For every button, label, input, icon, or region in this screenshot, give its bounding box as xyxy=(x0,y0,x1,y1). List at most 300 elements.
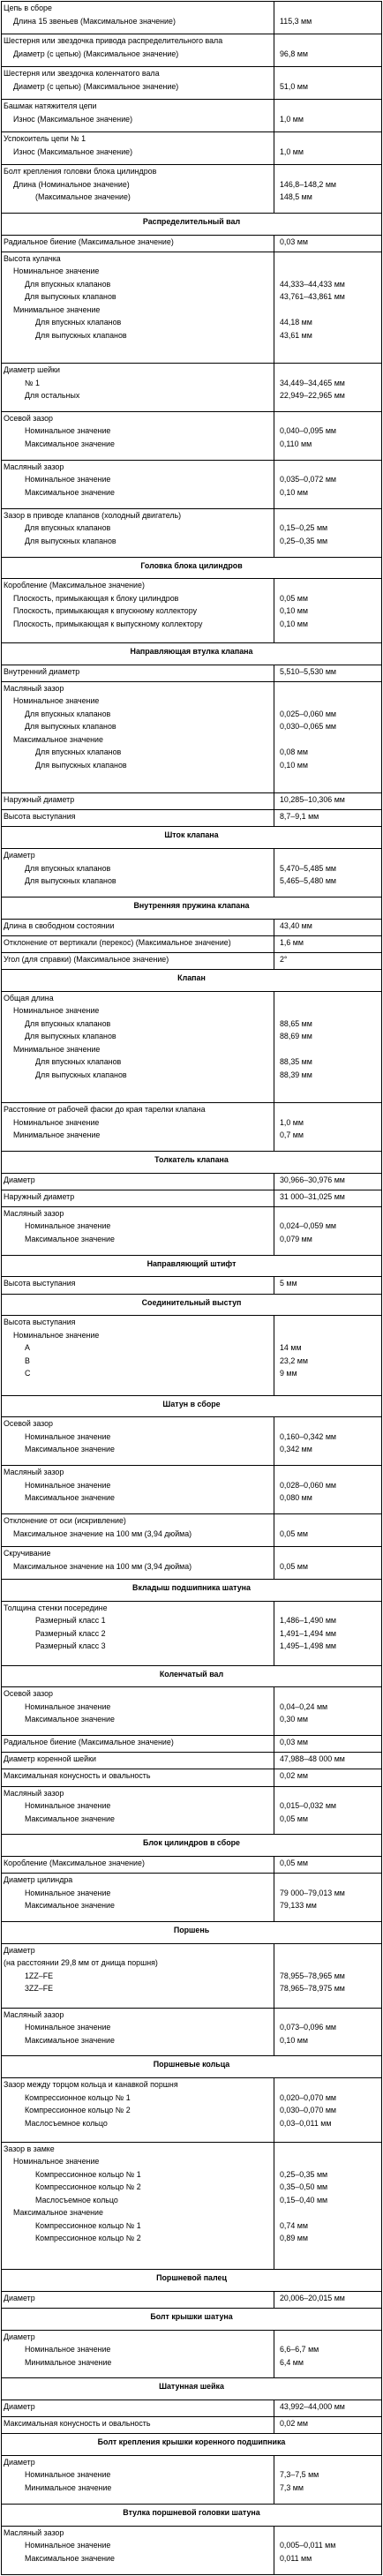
spec-value xyxy=(276,849,379,862)
section-title: Поршневые кольца xyxy=(2,2056,382,2078)
spec-value: 1,6 мм xyxy=(280,937,304,947)
spec-label-cell xyxy=(2,1190,274,1206)
spec-label-cell xyxy=(2,1103,274,1152)
spec-label-cell xyxy=(2,681,274,792)
spec-value: 1,0 мм xyxy=(280,114,304,124)
spec-value: 0,04–0,24 мм xyxy=(280,1701,328,1711)
spec-value: 96,8 мм xyxy=(280,49,308,58)
section-header-row xyxy=(2,1835,382,1857)
spec-value xyxy=(276,67,379,80)
spec-label-cell xyxy=(2,1736,274,1753)
spec-label: Осевой зазор xyxy=(4,413,53,423)
spec-label: Максимальное значение xyxy=(25,1493,115,1503)
spec-row xyxy=(2,100,382,132)
section-header-row xyxy=(2,213,382,235)
spec-label: Масляный зазор xyxy=(4,1468,64,1477)
spec-label: Длина (Номинальное значение) xyxy=(13,179,130,189)
spec-value: 0,040–0,095 мм xyxy=(280,426,337,436)
spec-value: 0,10 мм xyxy=(280,487,308,497)
spec-label: Масляный зазор xyxy=(4,2009,64,2019)
spec-value: 1,0 мм xyxy=(280,146,304,156)
spec-label-cell xyxy=(2,849,274,897)
section-header-row xyxy=(2,2308,382,2330)
spec-label: Для впускных клапанов xyxy=(35,1057,122,1067)
spec-value: 44,18 мм xyxy=(280,318,312,327)
spec-value: 9 мм xyxy=(280,1369,297,1378)
spec-row xyxy=(2,1173,382,1190)
spec-value: 5,510–5,530 мм xyxy=(280,666,337,676)
spec-row xyxy=(2,2078,382,2143)
spec-label-cell xyxy=(2,1173,274,1190)
spec-value: 51,0 мм xyxy=(280,81,308,91)
spec-value: 0,03 мм xyxy=(280,237,308,246)
spec-label: Номинальное значение xyxy=(25,1480,111,1490)
spec-row xyxy=(2,165,382,214)
spec-value: 0,080 мм xyxy=(280,1493,312,1503)
spec-label-cell xyxy=(2,1206,274,1255)
spec-row xyxy=(2,665,382,681)
spec-value: 34,449–34,465 мм xyxy=(280,378,345,387)
spec-value-cell xyxy=(274,2291,382,2308)
section-header-row xyxy=(2,2504,382,2526)
section-header-row xyxy=(2,2056,382,2078)
spec-label: Для впускных клапанов xyxy=(25,863,111,873)
section-title: Блок цилиндров в сборе xyxy=(2,1835,382,1857)
spec-value: 5,470–5,485 мм xyxy=(280,863,337,873)
spec-value xyxy=(276,1316,379,1329)
spec-label: Минимальное значение xyxy=(25,2482,112,2492)
spec-label: A xyxy=(25,1343,30,1353)
spec-label: Скручивание xyxy=(4,1549,51,1558)
spec-value xyxy=(276,304,379,317)
spec-label: Наружный диаметр xyxy=(4,1191,75,1201)
spec-row xyxy=(2,952,382,969)
spec-value xyxy=(276,34,379,48)
spec-row xyxy=(2,132,382,165)
spec-value xyxy=(276,1874,379,1887)
spec-value xyxy=(276,1329,379,1342)
spec-value-cell xyxy=(274,165,382,214)
section-header-row xyxy=(2,897,382,920)
spec-value: 0,10 мм xyxy=(280,619,308,628)
spec-label: Номинальное значение xyxy=(25,2541,111,2550)
spec-label: Успокоитель цепи № 1 xyxy=(4,134,86,143)
spec-label: Болт крепления головки блока цилиндров xyxy=(4,167,157,176)
spec-value-cell xyxy=(274,2455,382,2504)
spec-row xyxy=(2,34,382,67)
spec-value: 44,333–44,433 мм xyxy=(280,279,345,289)
spec-label: Диаметр xyxy=(4,1175,35,1184)
spec-value: 78,965–78,975 мм xyxy=(280,1984,345,1994)
spec-label: Номинальное значение xyxy=(13,1006,100,1016)
section-title: Шатунная шейка xyxy=(2,2378,382,2400)
spec-value: 0,10 мм xyxy=(280,606,308,616)
spec-value-cell xyxy=(274,132,382,165)
spec-label: Компрессионное кольцо № 1 xyxy=(35,2169,141,2179)
spec-label: Диаметр xyxy=(4,1945,35,1955)
spec-value-cell xyxy=(274,1206,382,1255)
spec-row xyxy=(2,793,382,810)
spec-row xyxy=(2,935,382,952)
spec-label: Максимальное значение xyxy=(13,2208,103,2218)
section-header-row xyxy=(2,2434,382,2456)
spec-value xyxy=(276,132,379,146)
spec-label: Длина 15 звеньев (Максимальное значение) xyxy=(13,16,176,26)
spec-row xyxy=(2,1769,382,1786)
spec-label: Максимальное значение xyxy=(25,1901,115,1911)
spec-value: 0,024–0,059 мм xyxy=(280,1221,337,1231)
spec-row xyxy=(2,460,382,508)
spec-value: 7,3–7,5 мм xyxy=(280,2470,319,2480)
spec-label: Максимальное значение xyxy=(25,487,115,497)
spec-label-cell xyxy=(2,952,274,969)
spec-label: Минимальное значение xyxy=(13,1044,101,1054)
section-title: Вкладыш подшипника шатуна xyxy=(2,1580,382,1602)
spec-value-cell xyxy=(274,793,382,810)
spec-value: 0,020–0,070 мм xyxy=(280,2092,337,2102)
spec-row xyxy=(2,364,382,412)
spec-label: Номинальное значение xyxy=(25,1888,111,1897)
spec-label: Коробление (Максимальное значение) xyxy=(4,581,145,590)
spec-label: Износ (Максимальное значение) xyxy=(13,114,133,124)
spec-label: Шестерня или звездочка привода распределительного вала xyxy=(4,36,223,45)
spec-value: 0,05 мм xyxy=(280,1528,308,1538)
spec-label: Максимальное значение на 100 мм (3,94 дюйма) xyxy=(13,1528,192,1538)
spec-row xyxy=(2,849,382,897)
spec-label: Диаметр xyxy=(4,2402,35,2412)
spec-label: Номинальное значение xyxy=(25,2470,111,2480)
spec-value xyxy=(276,579,379,592)
spec-value xyxy=(276,412,379,425)
spec-label: (на расстоянии 29,8 мм от днища поршня) xyxy=(4,1958,158,1968)
spec-label: Зазор между торцом кольца и канавкой поршня xyxy=(4,2080,178,2090)
spec-value xyxy=(276,165,379,178)
spec-value: 0,05 мм xyxy=(280,1814,308,1823)
spec-value: 79 000–79,013 мм xyxy=(280,1888,345,1897)
spec-value-cell xyxy=(274,1316,382,1396)
spec-value: 1,495–1,498 мм xyxy=(280,1641,337,1651)
specifications-table xyxy=(1,1,382,2575)
section-title: Поршневой палец xyxy=(2,2270,382,2292)
spec-label: Для выпускных клапанов xyxy=(35,760,127,770)
spec-label-cell xyxy=(2,2330,274,2378)
spec-value: 23,2 мм xyxy=(280,1356,308,1365)
spec-row xyxy=(2,2142,382,2269)
spec-label-cell xyxy=(2,2526,274,2574)
spec-value xyxy=(276,2206,379,2219)
spec-label: Диаметр цилиндра xyxy=(4,1875,73,1885)
spec-value-cell xyxy=(274,252,382,363)
spec-label: Высота выступания xyxy=(4,1279,76,1288)
spec-label-cell xyxy=(2,1786,274,1835)
spec-value xyxy=(276,1602,379,1615)
spec-value xyxy=(276,1043,379,1056)
spec-label-cell xyxy=(2,2142,274,2269)
spec-label: Коробление (Максимальное значение) xyxy=(4,1859,145,1868)
spec-label-cell xyxy=(2,364,274,412)
spec-row xyxy=(2,1736,382,1753)
spec-row xyxy=(2,2,382,34)
section-title: Поршень xyxy=(2,1922,382,1944)
spec-value xyxy=(276,265,379,278)
spec-label-cell xyxy=(2,810,274,827)
spec-label: Максимальное значение xyxy=(25,439,115,448)
spec-label: Высота выступания xyxy=(4,1318,76,1327)
spec-label: Размерный класс 1 xyxy=(35,1616,106,1626)
spec-value: 5,465–5,480 мм xyxy=(280,876,337,886)
spec-value xyxy=(276,2143,379,2156)
spec-value: 0,25–0,35 мм xyxy=(280,536,328,545)
spec-value: 43,61 мм xyxy=(280,330,312,340)
spec-label: Плоскость, примыкающая к блоку цилиндров xyxy=(13,593,179,603)
spec-value-cell xyxy=(274,1173,382,1190)
spec-label: Маслосъемное кольцо xyxy=(25,2118,108,2128)
spec-value: 22,949–22,965 мм xyxy=(280,391,345,401)
section-header-row xyxy=(2,827,382,849)
spec-label: Башмак натяжителя цепи xyxy=(4,101,97,110)
spec-value-cell xyxy=(274,952,382,969)
spec-value xyxy=(276,100,379,113)
spec-row xyxy=(2,235,382,252)
spec-value: 43,761–43,861 мм xyxy=(280,292,345,302)
spec-label: Для выпускных клапанов xyxy=(25,536,116,545)
specifications-body xyxy=(2,2,382,2575)
spec-label: Для выпускных клапанов xyxy=(25,722,116,732)
section-title: Соединительный выступ xyxy=(2,1294,382,1316)
spec-value xyxy=(276,509,379,522)
spec-label: Для впускных клапанов xyxy=(25,1018,111,1028)
spec-row xyxy=(2,579,382,643)
spec-value: 20,006–20,015 мм xyxy=(280,2293,345,2302)
spec-label-cell xyxy=(2,2,274,34)
section-header-row xyxy=(2,643,382,665)
spec-label: Осевой зазор xyxy=(4,1689,53,1699)
spec-row xyxy=(2,1874,382,1922)
spec-row xyxy=(2,1206,382,1255)
spec-row xyxy=(2,991,382,1102)
spec-label: Отклонение от оси (искривление) xyxy=(4,1516,126,1526)
spec-value: 1,0 мм xyxy=(280,1117,304,1127)
spec-label-cell xyxy=(2,508,274,557)
spec-label: Максимальное значение xyxy=(25,1715,115,1724)
spec-label: Размерный класс 3 xyxy=(35,1641,106,1651)
spec-label-cell xyxy=(2,252,274,363)
spec-value-cell xyxy=(274,579,382,643)
spec-label: 1ZZ–FE xyxy=(25,1971,54,1980)
spec-label: Осевой зазор xyxy=(4,1419,53,1429)
spec-label: Масляный зазор xyxy=(4,2527,64,2537)
spec-value-cell xyxy=(274,681,382,792)
spec-value-cell xyxy=(274,67,382,100)
spec-label: Износ (Максимальное значение) xyxy=(13,146,133,156)
spec-label: Максимальное значение на 100 мм (3,94 дюйма) xyxy=(13,1561,192,1571)
spec-row xyxy=(2,1601,382,1665)
spec-value: 1,486–1,490 мм xyxy=(280,1616,337,1626)
section-title: Направляющая втулка клапана xyxy=(2,643,382,665)
spec-row xyxy=(2,2455,382,2504)
spec-value: 1,491–1,494 мм xyxy=(280,1628,337,1638)
spec-value: 7,3 мм xyxy=(280,2482,304,2492)
spec-value: 30,966–30,976 мм xyxy=(280,1175,345,1184)
spec-label-cell xyxy=(2,1547,274,1580)
spec-value: 0,35–0,50 мм xyxy=(280,2182,328,2192)
spec-row xyxy=(2,1753,382,1769)
spec-value: 0,7 мм xyxy=(280,1130,304,1140)
section-header-row xyxy=(2,1580,382,1602)
section-header-row xyxy=(2,1255,382,1277)
spec-value-cell xyxy=(274,2417,382,2434)
spec-row xyxy=(2,1857,382,1874)
spec-value: 0,10 мм xyxy=(280,2035,308,2045)
spec-value-cell xyxy=(274,935,382,952)
spec-label: Наружный диаметр xyxy=(4,795,75,805)
spec-value-cell xyxy=(274,810,382,827)
spec-value: 0,10 мм xyxy=(280,760,308,770)
spec-value: 0,030–0,070 мм xyxy=(280,2106,337,2115)
spec-label: (Максимальное значение) xyxy=(35,192,131,201)
section-header-row xyxy=(2,1294,382,1316)
spec-label-cell xyxy=(2,1753,274,1769)
spec-label-cell xyxy=(2,2008,274,2056)
spec-row xyxy=(2,252,382,363)
spec-value xyxy=(276,1103,379,1116)
section-title: Внутренняя пружина клапана xyxy=(2,897,382,920)
spec-row xyxy=(2,681,382,792)
spec-label: B xyxy=(25,1356,30,1365)
spec-label: Диаметр коренной шейки xyxy=(4,1754,96,1764)
spec-label: Расстояние от рабочей фаски до края тарелки клапана xyxy=(4,1105,206,1115)
spec-label-cell xyxy=(2,2400,274,2417)
spec-label: Масляный зазор xyxy=(4,1208,64,1218)
spec-value: 0,342 мм xyxy=(280,1445,312,1454)
section-header-row xyxy=(2,970,382,992)
section-header-row xyxy=(2,2270,382,2292)
spec-label: Номинальное значение xyxy=(25,1431,111,1441)
spec-label: Номинальное значение xyxy=(25,2345,111,2354)
spec-label: Общая длина xyxy=(4,993,54,1003)
spec-label-cell xyxy=(2,579,274,643)
spec-label: Для выпускных клапанов xyxy=(35,330,127,340)
spec-label: Для выпускных клапанов xyxy=(25,876,116,886)
spec-value: 10,285–10,306 мм xyxy=(280,795,345,805)
spec-value: 0,03 мм xyxy=(280,1738,308,1747)
spec-label: Минимальное значение xyxy=(25,2357,112,2367)
spec-value: 0,035–0,072 мм xyxy=(280,475,337,484)
spec-label-cell xyxy=(2,67,274,100)
spec-label-cell xyxy=(2,1277,274,1294)
spec-value: 88,65 мм xyxy=(280,1018,312,1028)
spec-label: 3ZZ–FE xyxy=(25,1984,54,1994)
spec-value: 0,073–0,096 мм xyxy=(280,2023,337,2032)
spec-label-cell xyxy=(2,935,274,952)
spec-label: Минимальное значение xyxy=(13,1130,101,1140)
spec-label-cell xyxy=(2,460,274,508)
spec-label: Толщина стенки посередине xyxy=(4,1603,108,1612)
spec-label: Максимальное значение xyxy=(25,2035,115,2045)
spec-value: 146,8–148,2 мм xyxy=(280,179,337,189)
spec-label: Минимальное значение xyxy=(13,304,101,314)
spec-label: Для впускных клапанов xyxy=(35,318,122,327)
spec-value-cell xyxy=(274,1466,382,1514)
spec-value xyxy=(276,682,379,695)
spec-value: 0,05 мм xyxy=(280,1859,308,1868)
spec-label-cell xyxy=(2,919,274,935)
spec-value: 148,5 мм xyxy=(280,192,312,201)
spec-label: Цепь в сборе xyxy=(4,4,52,12)
spec-value xyxy=(276,2331,379,2344)
spec-label: Для выпускных клапанов xyxy=(25,1032,116,1041)
spec-label-cell xyxy=(2,1943,274,2008)
spec-value: 14 мм xyxy=(280,1343,302,1353)
spec-label-cell xyxy=(2,1874,274,1922)
spec-label-cell xyxy=(2,1857,274,1874)
spec-label: Компрессионное кольцо № 2 xyxy=(25,2106,131,2115)
spec-label: Диаметр xyxy=(4,2457,35,2467)
spec-value: 0,028–0,060 мм xyxy=(280,1480,337,1490)
spec-value: 8,7–9,1 мм xyxy=(280,812,319,822)
spec-value-cell xyxy=(274,665,382,681)
spec-value: 0,05 мм xyxy=(280,1561,308,1571)
spec-value xyxy=(276,1547,379,1560)
spec-label: Радиальное биение (Максимальное значение) xyxy=(4,1738,174,1747)
spec-value: 0,03–0,011 мм xyxy=(280,2118,332,2128)
spec-label: Номинальное значение xyxy=(13,2157,100,2167)
spec-label: Для впускных клапанов xyxy=(25,709,111,718)
spec-label-cell xyxy=(2,100,274,132)
spec-label-cell xyxy=(2,991,274,1102)
spec-label-cell xyxy=(2,34,274,67)
spec-value-cell xyxy=(274,1736,382,1753)
spec-value: 6,4 мм xyxy=(280,2357,304,2367)
spec-value-cell xyxy=(274,1514,382,1547)
spec-label: Внутренний диаметр xyxy=(4,666,80,676)
spec-label: Максимальное значение xyxy=(13,734,103,744)
section-title: Болт крепления крышки коренного подшипника xyxy=(2,2434,382,2456)
spec-value: 31 000–31,025 мм xyxy=(280,1191,345,1201)
spec-label-cell xyxy=(2,1316,274,1396)
spec-value-cell xyxy=(274,2400,382,2417)
spec-row xyxy=(2,1103,382,1152)
spec-label: Максимальная конусность и овальность xyxy=(4,1771,151,1781)
spec-label-cell xyxy=(2,665,274,681)
spec-value xyxy=(276,1207,379,1220)
spec-value: 2° xyxy=(280,954,288,964)
section-title: Направляющий штифт xyxy=(2,1255,382,1277)
spec-value: 0,05 мм xyxy=(280,593,308,603)
spec-label: Номинальное значение xyxy=(25,1221,111,1231)
spec-label: Размерный класс 2 xyxy=(35,1628,106,1638)
spec-label-cell xyxy=(2,1601,274,1665)
spec-label: Высота выступания xyxy=(4,812,76,822)
section-title: Толкатель клапана xyxy=(2,1151,382,1173)
spec-value: 115,3 мм xyxy=(280,16,312,26)
spec-row xyxy=(2,67,382,100)
spec-label: C xyxy=(25,1369,31,1378)
spec-value-cell xyxy=(274,1753,382,1769)
spec-value-cell xyxy=(274,1786,382,1835)
spec-value: 0,160–0,342 мм xyxy=(280,1431,337,1441)
spec-label: Компрессионное кольцо № 2 xyxy=(35,2234,141,2243)
spec-row xyxy=(2,1514,382,1547)
spec-value xyxy=(276,992,379,1005)
spec-label-cell xyxy=(2,235,274,252)
spec-label: Диаметр xyxy=(4,2293,35,2302)
spec-label: Для впускных клапанов xyxy=(25,523,111,533)
spec-value xyxy=(276,252,379,266)
spec-value: 0,011 мм xyxy=(280,2553,312,2563)
spec-label: Номинальное значение xyxy=(13,267,100,276)
spec-label: Зазор в приводе клапанов (холодный двигатель) xyxy=(4,510,182,520)
